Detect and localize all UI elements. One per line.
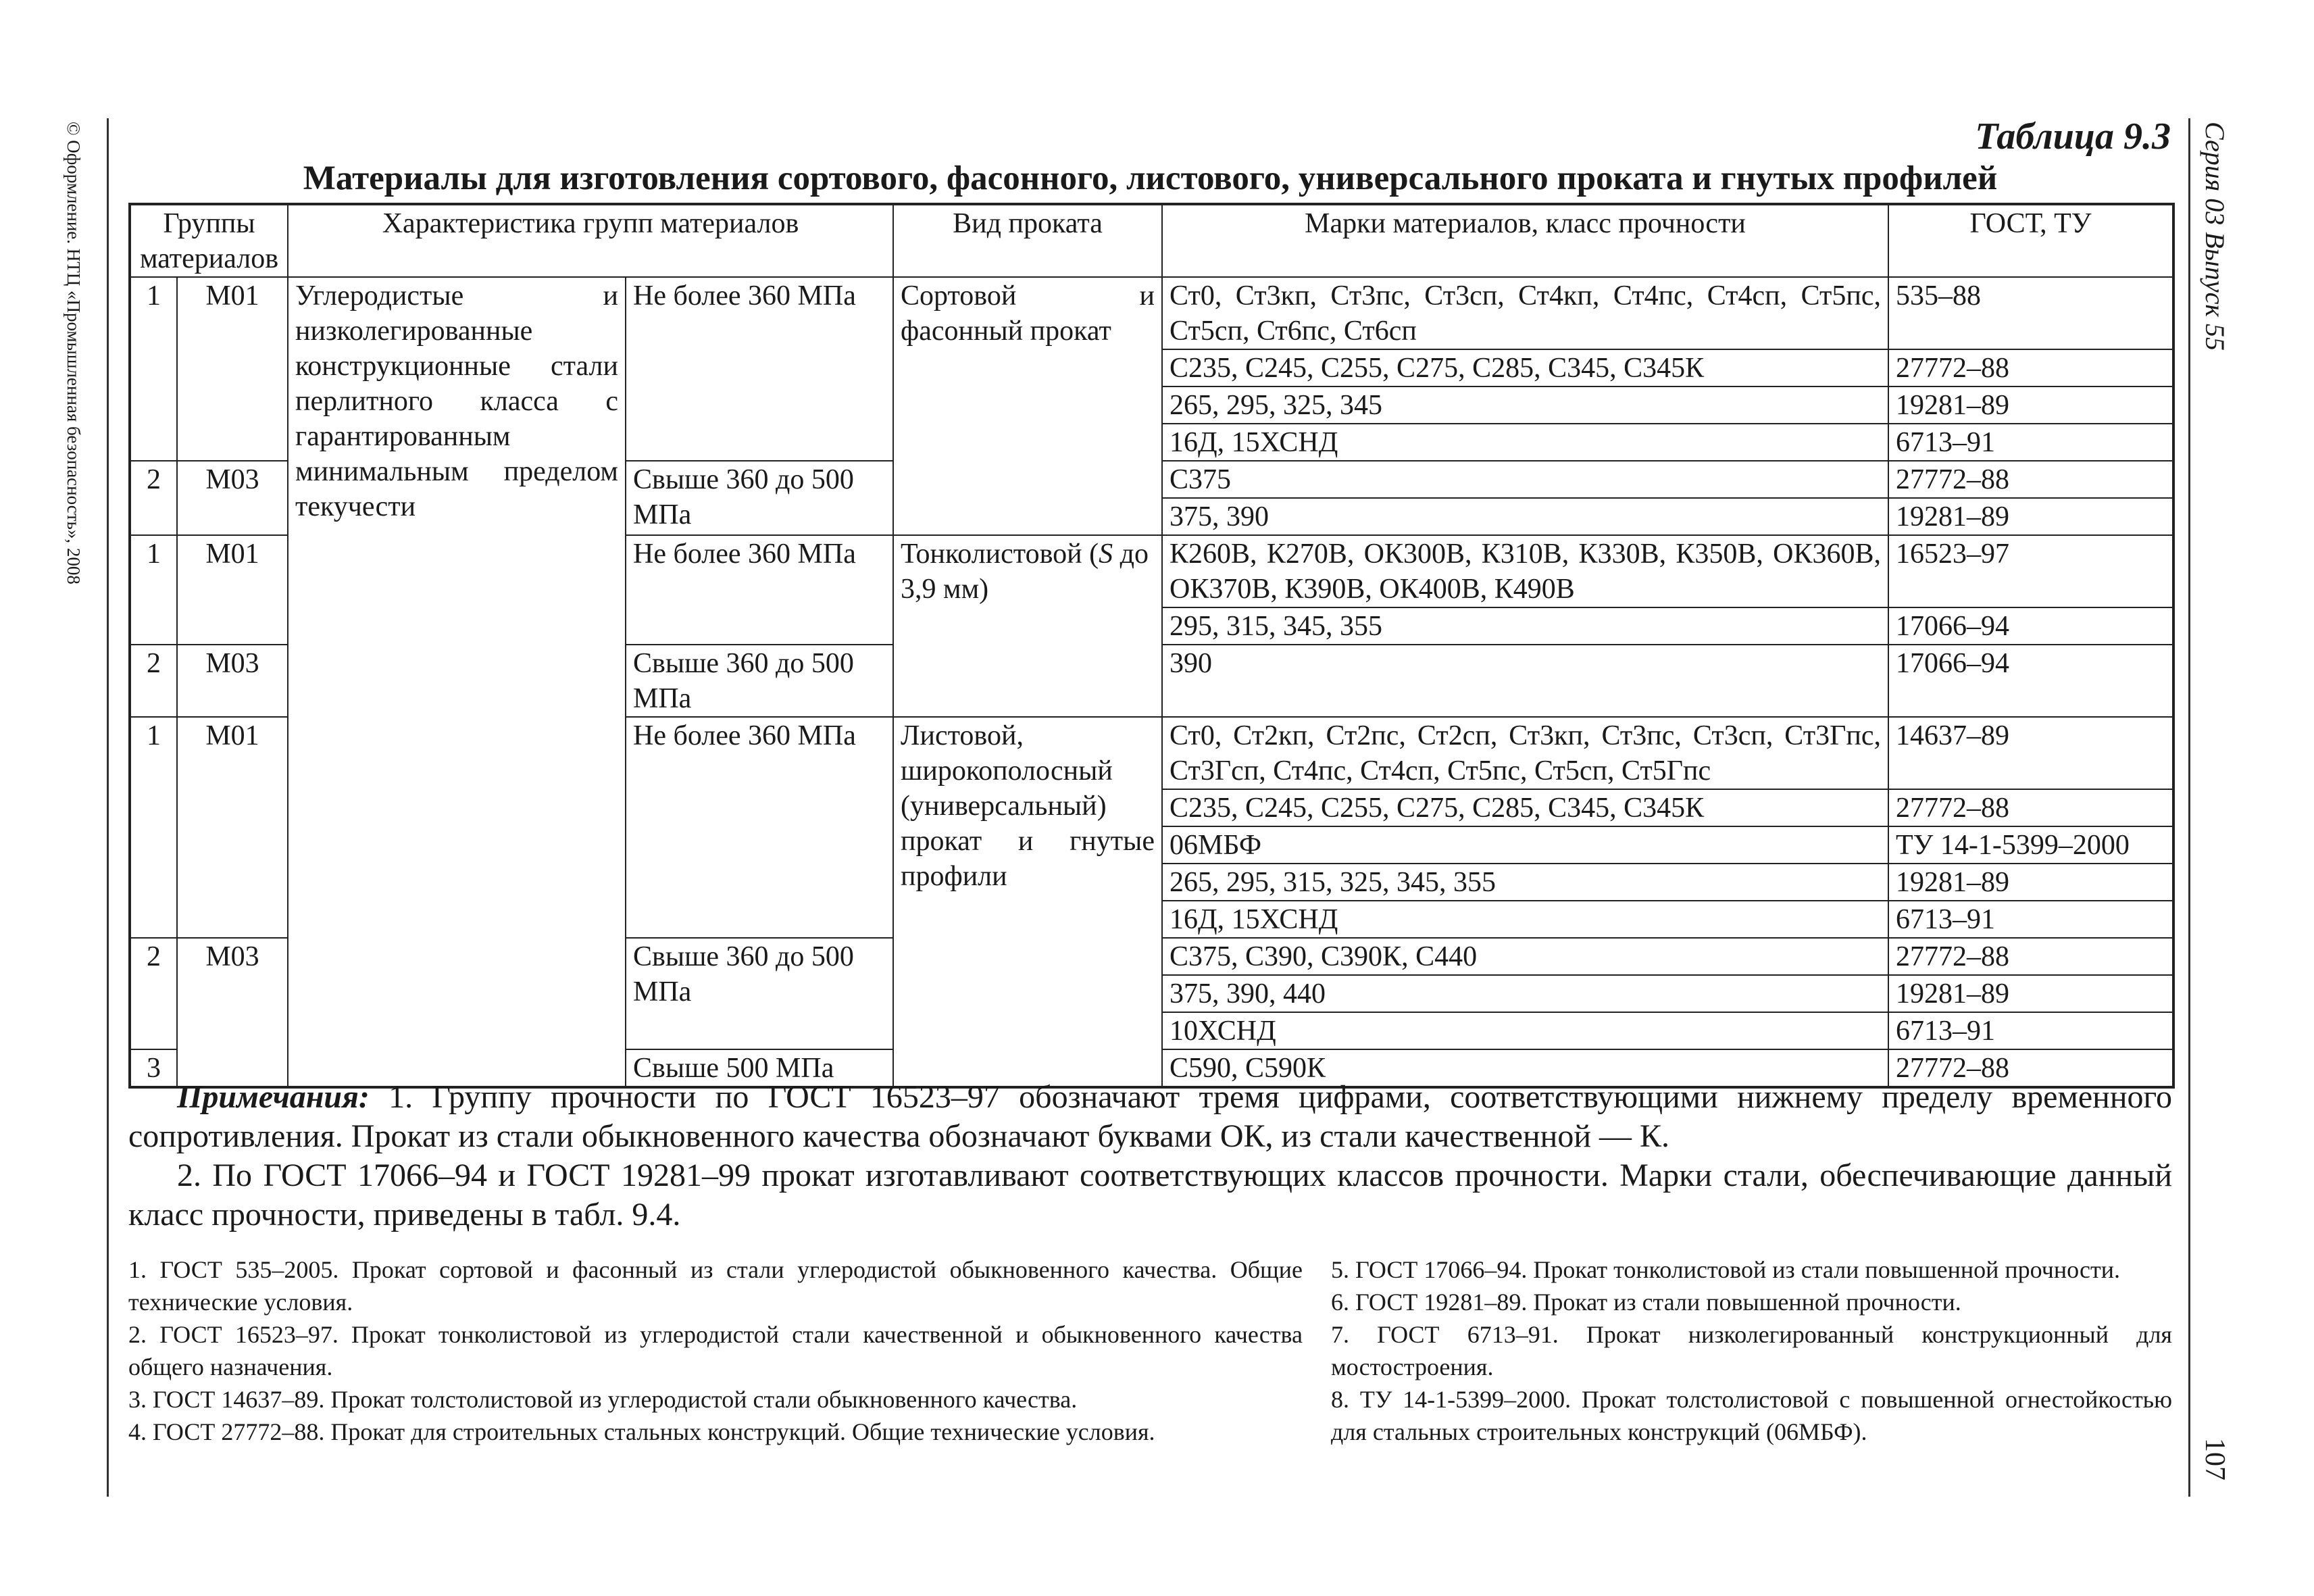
reference-item: 8. ТУ 14-1-5399–2000. Прокат толстолистовой с повышенной огнестойкостью для стальных строительных конструкций (06МБФ). <box>1331 1386 2172 1445</box>
reference-item: 5. ГОСТ 17066–94. Прокат тонколистовой из стали повышенной прочности. <box>1331 1256 2120 1283</box>
reference-item: 7. ГОСТ 6713–91. Прокат низколегированный конструкционный для мостостроения. <box>1331 1321 2172 1380</box>
grades-cell: С375 <box>1162 461 1888 498</box>
group-code: М01 <box>177 717 288 938</box>
gost-cell: 14637–89 <box>1888 717 2173 789</box>
header-rolled-type: Вид проката <box>893 204 1162 277</box>
rolled-type-thin-text: Тонколистовой (S до 3,9 мм) <box>901 539 1149 605</box>
steel-description: Углеродистые и низколегированные конструкционные стали перлитного класса с гарантированным минимальным пределом текучести <box>288 277 626 1087</box>
reference-item: 1. ГОСТ 535–2005. Прокат сортовой и фасонный из стали углеродистой обыкновенного качества. Общие технические условия. <box>128 1256 1303 1316</box>
table-row <box>130 277 2173 349</box>
rolled-type-sheet: Листовой, широкополосный (универсальный) прокат и гнутые профили <box>893 717 1162 1087</box>
notes-label: Примечания: <box>177 1079 370 1115</box>
gost-cell: 27772–88 <box>1888 789 2173 826</box>
grades-cell: 265, 295, 315, 325, 345, 355 <box>1162 864 1888 901</box>
left-margin-rule <box>107 118 109 1497</box>
gost-cell: 27772–88 <box>1888 1049 2173 1087</box>
thickness-symbol: S <box>1099 539 1113 570</box>
group-number: 1 <box>130 535 177 645</box>
strength-class: Свыше 360 до 500 МПа <box>626 938 893 1049</box>
group-code: М03 <box>177 938 288 1087</box>
gost-cell: 6713–91 <box>1888 424 2173 461</box>
grades-cell: С235, С245, С255, С275, С285, С345, С345К <box>1162 789 1888 826</box>
reference-item: 4. ГОСТ 27772–88. Прокат для строительных стальных конструкций. Общие технические условия. <box>128 1418 1155 1445</box>
header-characteristic: Характеристика групп материалов <box>288 204 893 277</box>
grades-cell: 16Д, 15ХСНД <box>1162 901 1888 938</box>
gost-cell: 6713–91 <box>1888 1012 2173 1049</box>
grades-cell: С235, С245, С255, С275, С285, С345, С345К <box>1162 349 1888 386</box>
group-number: 2 <box>130 645 177 717</box>
header-grades: Марки материалов, класс прочности <box>1162 204 1888 277</box>
strength-class: Свыше 360 до 500 МПа <box>626 645 893 717</box>
strength-class: Свыше 500 МПа <box>626 1049 893 1087</box>
grades-cell: С375, С390, С390К, С440 <box>1162 938 1888 975</box>
note-1 <box>128 1078 2172 1156</box>
strength-class: Не более 360 МПа <box>626 535 893 645</box>
references-left <box>128 1253 1303 1448</box>
group-number: 2 <box>130 938 177 1049</box>
note-1-text: 1. Группу прочности по ГОСТ 16523–97 обозначают тремя цифрами, соответствующими нижнему пределу временного сопротивления. Прокат из стали обыкновенного качества обозначают буквами ОК, из стали качественной — К. <box>128 1079 2173 1154</box>
table-header-row <box>130 204 2173 277</box>
table-title: Материалы для изготовления сортового, фасонного, листового, универсального проката и гнутых профилей <box>303 159 1998 197</box>
grades-cell: Ст0, Ст3кп, Ст3пс, Ст3сп, Ст4кп, Ст4пс, Ст4сп, Ст5пс, Ст5сп, Ст6пс, Ст6сп <box>1162 277 1888 349</box>
strength-class: Свыше 360 до 500 МПа <box>626 461 893 535</box>
grades-cell: 10ХСНД <box>1162 1012 1888 1049</box>
gost-cell: 6713–91 <box>1888 901 2173 938</box>
gost-cell: 27772–88 <box>1888 349 2173 386</box>
note-2: 2. По ГОСТ 17066–94 и ГОСТ 19281–99 прокат изготавливают соответствующих классов прочности. Марки стали, обеспечивающие данный класс прочности, приведены в табл. 9.4. <box>128 1157 2172 1232</box>
gost-cell: 27772–88 <box>1888 461 2173 498</box>
group-number: 1 <box>130 277 177 461</box>
gost-cell: 19281–89 <box>1888 864 2173 901</box>
reference-item: 3. ГОСТ 14637–89. Прокат толстолистовой из углеродистой стали обыкновенного качества. <box>128 1386 1078 1413</box>
rolled-type-thin <box>893 535 1162 717</box>
table-label: Таблица 9.3 <box>1975 116 2171 157</box>
strength-class: Не более 360 МПа <box>626 277 893 461</box>
group-code: М03 <box>177 461 288 535</box>
gost-cell: 17066–94 <box>1888 645 2173 717</box>
group-code: М03 <box>177 645 288 717</box>
grades-cell: 375, 390, 440 <box>1162 975 1888 1012</box>
gost-cell: ТУ 14-1-5399–2000 <box>1888 826 2173 864</box>
notes-block <box>128 1078 2172 1235</box>
gost-cell: 19281–89 <box>1888 498 2173 535</box>
gost-cell: 535–88 <box>1888 277 2173 349</box>
grades-cell: С590, С590К <box>1162 1049 1888 1087</box>
references-right <box>1331 1253 2172 1448</box>
series-header: Серия 03 Выпуск 55 <box>2200 122 2230 351</box>
grades-cell: 295, 315, 345, 355 <box>1162 607 1888 645</box>
right-margin-rule <box>2188 118 2190 1497</box>
group-code: М01 <box>177 535 288 645</box>
grades-cell: 265, 295, 325, 345 <box>1162 386 1888 424</box>
gost-cell: 16523–97 <box>1888 535 2173 607</box>
page-number: 107 <box>2199 1438 2230 1480</box>
grades-cell: Ст0, Ст2кп, Ст2пс, Ст2сп, Ст3кп, Ст3пс, Ст3сп, Ст3Гпс, Ст3Гсп, Ст4пс, Ст4сп, Ст5пс, Ст5сп, Ст5Гпс <box>1162 717 1888 789</box>
grades-cell: 375, 390 <box>1162 498 1888 535</box>
group-number: 3 <box>130 1049 177 1087</box>
grades-cell: 390 <box>1162 645 1888 717</box>
gost-cell: 19281–89 <box>1888 975 2173 1012</box>
group-code: М01 <box>177 277 288 461</box>
header-gost: ГОСТ, ТУ <box>1888 204 2173 277</box>
gost-cell: 17066–94 <box>1888 607 2173 645</box>
grades-cell: 06МБФ <box>1162 826 1888 864</box>
strength-class: Не более 360 МПа <box>626 717 893 938</box>
reference-item: 2. ГОСТ 16523–97. Прокат тонколистовой из углеродистой стали качественной и обыкновенного качества общего назначения. <box>128 1321 1303 1380</box>
grades-cell: К260В, К270В, ОК300В, К310В, К330В, К350В, ОК360В, ОК370В, К390В, ОК400В, К490В <box>1162 535 1888 607</box>
reference-item: 6. ГОСТ 19281–89. Прокат из стали повышенной прочности. <box>1331 1289 1961 1316</box>
rolled-type-section: Сортовой и фасонный прокат <box>893 277 1162 535</box>
materials-table <box>128 203 2175 1089</box>
grades-cell: 16Д, 15ХСНД <box>1162 424 1888 461</box>
gost-cell: 27772–88 <box>1888 938 2173 975</box>
group-number: 1 <box>130 717 177 938</box>
gost-cell: 19281–89 <box>1888 386 2173 424</box>
group-number: 2 <box>130 461 177 535</box>
header-groups: Группы материалов <box>130 204 288 277</box>
copyright-note: © Оформление. НТЦ «Промышленная безопасность», 2008 <box>64 122 84 584</box>
